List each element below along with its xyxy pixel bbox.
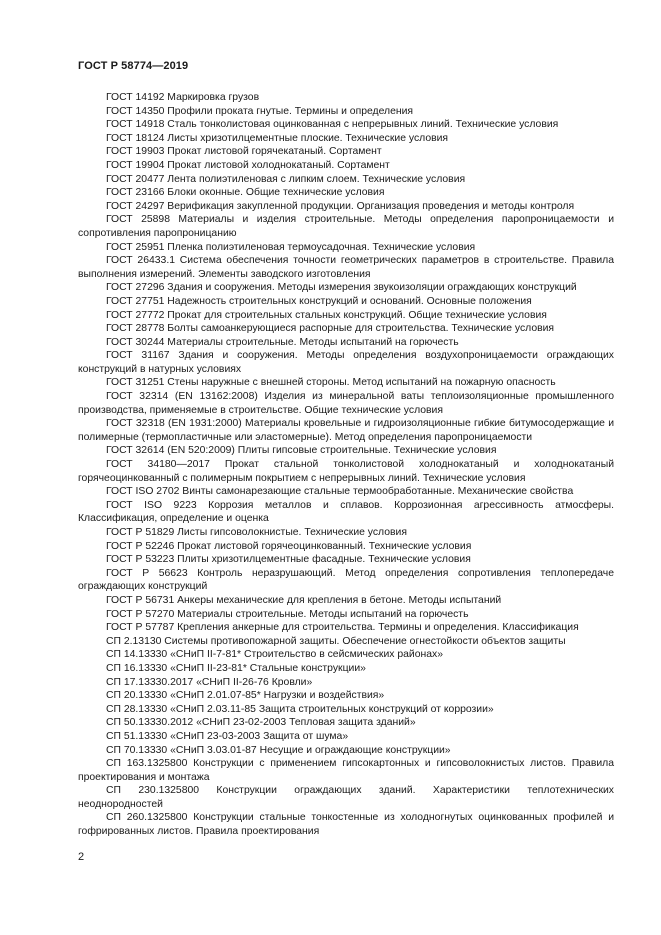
reference-entry: ГОСТ Р 57270 Материалы строительные. Методы испытаний на горючесть: [106, 608, 469, 620]
reference-entry: ГОСТ 31167 Здания и сооружения. Методы определения воздухопроницаемости ограждающих конструкций в натурных условиях: [78, 350, 614, 375]
document-code-header: ГОСТ Р 58774—2019: [78, 60, 189, 72]
reference-entry: ГОСТ ISO 9223 Коррозия металлов и сплавов. Коррозионная агрессивность атмосферы. Классификация, определение и оценка: [78, 499, 614, 525]
reference-entry: ГОСТ Р 57787 Крепления анкерные для строительства. Термины и определения. Классификация: [106, 622, 579, 634]
reference-entry: ГОСТ 19904 Прокат листовой холоднокатаный. Сортамент: [106, 159, 390, 171]
reference-entry: ГОСТ 26433.1 Система обеспечения точности геометрических параметров в строительстве. Правила выполнения измерений. Элементы заводского изготовления: [78, 255, 614, 280]
reference-entry: ГОСТ ISO 2702 Винты самонарезающие стальные термообработанные. Механические свойства: [106, 486, 574, 498]
reference-entry: ГОСТ Р 56731 Анкеры механические для крепления в бетоне. Методы испытаний: [106, 594, 502, 606]
reference-entry: ГОСТ Р 56623 Контроль неразрушающий. Метод определения сопротивления теплопередаче ограждающих конструкций: [78, 567, 614, 593]
reference-entry: ГОСТ 23166 Блоки оконные. Общие технические условия: [106, 187, 385, 199]
reference-entry: ГОСТ 32318 (EN 1931:2000) Материалы кровельные и гидроизоляционные гибкие битумосодержащие и полимерные (термопластичные или эластомерные). Метод определения паропроницаемости: [78, 418, 614, 443]
reference-entry: ГОСТ 18124 Листы хризотилцементные плоские. Технические условия: [106, 132, 449, 144]
reference-entry: СП 2.13130 Системы противопожарной защиты. Обеспечение огнестойкости объектов защиты: [106, 635, 566, 647]
reference-entry: ГОСТ 24297 Верификация закупленной продукции. Организация проведения и методы контроля: [106, 200, 575, 212]
reference-entry: ГОСТ 27772 Прокат для строительных стальных конструкций. Общие технические условия: [106, 309, 547, 321]
reference-entry: ГОСТ 34180—2017 Прокат стальной тонколистовой холоднокатаный и холоднокатаный горячеоцинкованный с полимерным покрытием с непрерывных линий. Технические условия: [78, 459, 614, 484]
reference-entry: ГОСТ 14918 Сталь тонколистовая оцинкованная с непрерывных линий. Технические условия: [106, 119, 559, 131]
reference-entry: СП 16.13330 «СНиП II-23-81* Стальные конструкции»: [106, 662, 366, 674]
reference-entry: СП 230.1325800 Конструкции ограждающих зданий. Характеристики теплотехнических неоднородностей: [78, 785, 614, 810]
reference-entry: ГОСТ 25898 Материалы и изделия строительные. Методы определения паропроницаемости и сопротивления паропроницанию: [78, 214, 614, 239]
reference-entry: ГОСТ Р 52246 Прокат листовой горячеоцинкованный. Технические условия: [106, 540, 472, 552]
reference-entry: ГОСТ 27751 Надежность строительных конструкций и оснований. Основные положения: [106, 295, 532, 307]
reference-entry: СП 70.13330 «СНиП 3.03.01-87 Несущие и ограждающие конструкции»: [106, 744, 451, 756]
reference-entry: ГОСТ 14192 Маркировка грузов: [106, 92, 260, 103]
reference-entry: ГОСТ Р 53223 Плиты хризотилцементные фасадные. Технические условия: [106, 554, 471, 566]
reference-entry: ГОСТ 28778 Болты самоанкерующиеся распорные для строительства. Технические условия: [106, 323, 555, 335]
reference-entry: СП 14.13330 «СНиП II-7-81* Строительство в сейсмических районах»: [106, 649, 443, 661]
reference-entry: ГОСТ 32314 (EN 13162:2008) Изделия из минеральной ваты теплоизоляционные промышленного производства, применяемые в строительстве. Общие технические условия: [78, 391, 614, 416]
reference-entry: СП 20.13330 «СНиП 2.01.07-85* Нагрузки и воздействия»: [106, 690, 385, 702]
reference-entry: СП 51.13330 «СНиП 23-03-2003 Защита от шума»: [106, 730, 349, 742]
reference-entry: СП 17.13330.2017 «СНиП II-26-76 Кровли»: [106, 676, 313, 688]
reference-entry: ГОСТ 30244 Материалы строительные. Методы испытаний на горючесть: [106, 336, 459, 348]
reference-entry: СП 260.1325800 Конструкции стальные тонкостенные из холодногнутых оцинкованных профилей и гофрированных листов. Правила проектирования: [78, 812, 614, 838]
reference-entry: ГОСТ 19903 Прокат листовой горячекатаный. Сортамент: [106, 146, 382, 158]
reference-entry: ГОСТ Р 51829 Листы гипсоволокнистые. Технические условия: [106, 527, 407, 538]
normative-references-list: [78, 91, 614, 839]
page-number: 2: [78, 851, 85, 863]
reference-entry: ГОСТ 14350 Профили проката гнутые. Термины и определения: [106, 105, 414, 117]
reference-entry: ГОСТ 32614 (EN 520:2009) Плиты гипсовые строительные. Технические условия: [106, 445, 497, 457]
reference-entry: ГОСТ 20477 Лента полиэтиленовая с липким слоем. Технические условия: [106, 173, 466, 185]
reference-entry: ГОСТ 27296 Здания и сооружения. Методы измерения звукоизоляции ограждающих конструкций: [106, 282, 577, 294]
reference-entry: ГОСТ 25951 Пленка полиэтиленовая термоусадочная. Технические условия: [106, 241, 476, 253]
reference-entry: СП 50.13330.2012 «СНиП 23-02-2003 Тепловая защита зданий»: [106, 717, 416, 729]
reference-entry: СП 28.13330 «СНиП 2.03.11-85 Защита строительных конструкций от коррозии»: [106, 703, 494, 715]
reference-entry: СП 163.1325800 Конструкции с применением гипсокартонных и гипсоволокнистых листов. Правила проектирования и монтажа: [78, 758, 614, 783]
reference-entry: ГОСТ 31251 Стены наружные с внешней стороны. Метод испытаний на пожарную опасность: [106, 377, 556, 389]
